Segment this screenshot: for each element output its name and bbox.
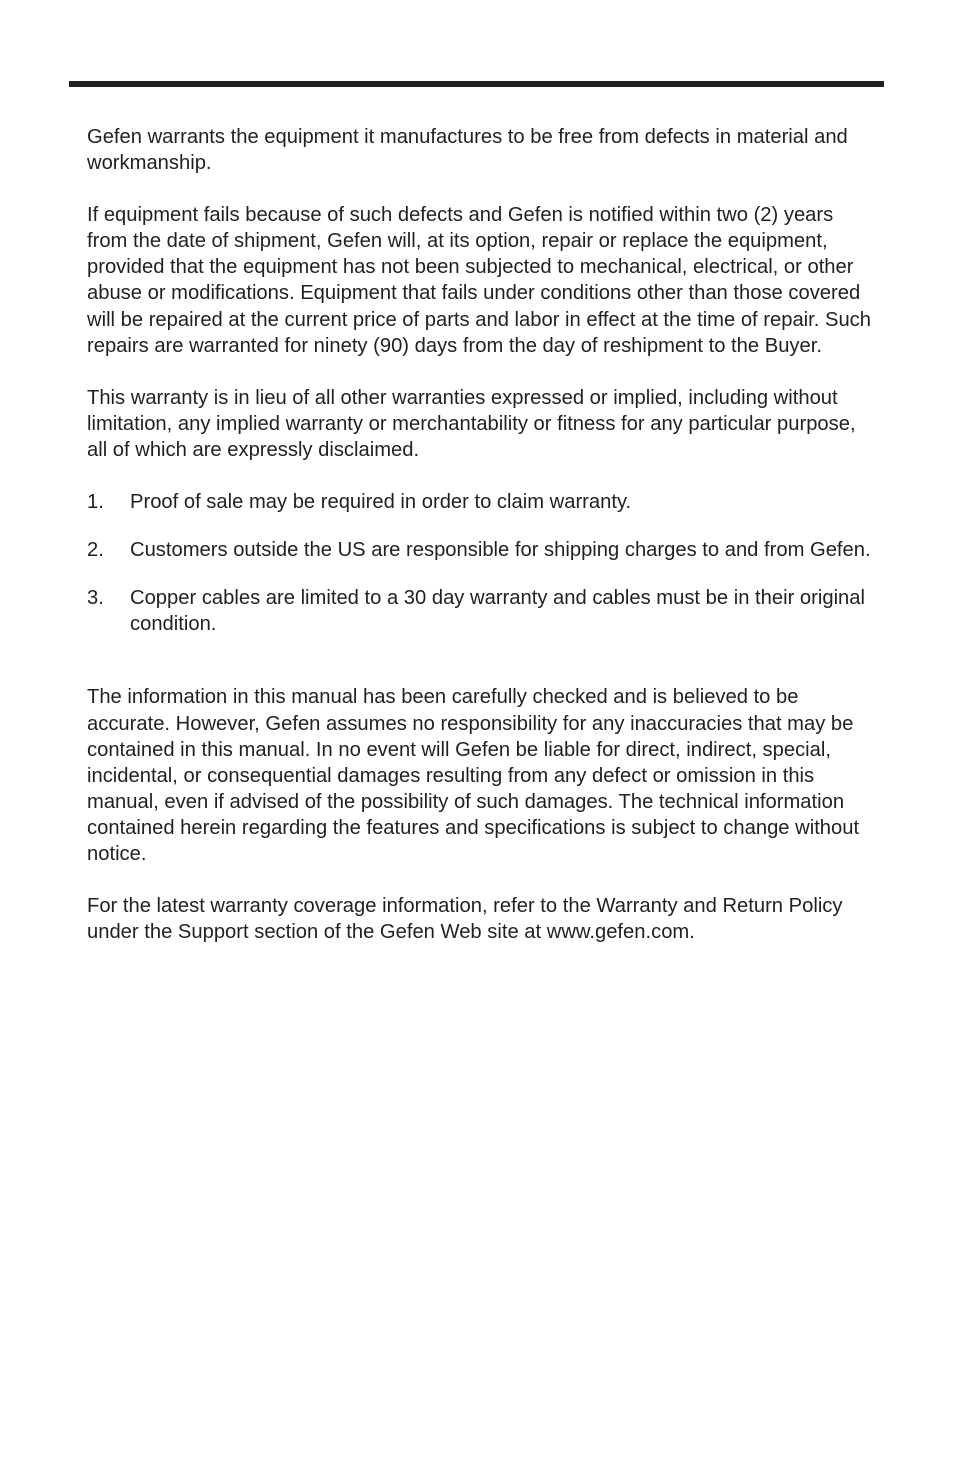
warranty-conditions-list [87,489,877,637]
list-item [87,585,877,637]
header-rule [69,81,884,87]
list-item-number: 1. [87,491,104,514]
list-item-text: Customers outside the US are responsible for shipping charges to and from Gefen. [130,539,871,562]
list-item-text: Proof of sale may be required in order to claim warranty. [130,491,632,514]
list-item-number: 3. [87,587,104,610]
list-item-text: Copper cables are limited to a 30 day warranty and cables must be in their original condition. [130,587,865,636]
latest-info-paragraph: For the latest warranty coverage information, refer to the Warranty and Return Policy under the Support section of the Gefen Web site at www.gefen.com. [87,895,843,944]
disclaimer-paragraph: This warranty is in lieu of all other warranties expressed or implied, including without limitation, any implied warranty or merchantability or fitness for any particular purpose, all of which are expressly disclaimed. [87,386,856,461]
list-item [87,537,877,563]
warranty-content [87,124,877,971]
list-item [87,489,877,515]
list-item-number: 2. [87,539,104,562]
warranty-intro-paragraph: Gefen warrants the equipment it manufactures to be free from defects in material and workmanship. [87,126,848,175]
repair-policy-paragraph: If equipment fails because of such defects and Gefen is notified within two (2) years from the date of shipment, Gefen will, at its option, repair or replace the equipment, provided that the equipment has not been subjected to mechanical, electrical, or other abuse or modifications. Equipment that fails under conditions other than those covered will be repaired at the current price of parts and labor in effect at the time of repair. Such repairs are warranted for ninety (90) days from the day of reshipment to the Buyer. [87,204,871,357]
manual-notice-paragraph: The information in this manual has been carefully checked and is believed to be accurate. However, Gefen assumes no responsibility for any inaccuracies that may be contained in this manual. In no event will Gefen be liable for direct, indirect, special, incidental, or consequential damages resulting from any defect or omission in this manual, even if advised of the possibility of such damages. The technical information contained herein regarding the features and specifications is subject to change without notice. [87,686,860,865]
